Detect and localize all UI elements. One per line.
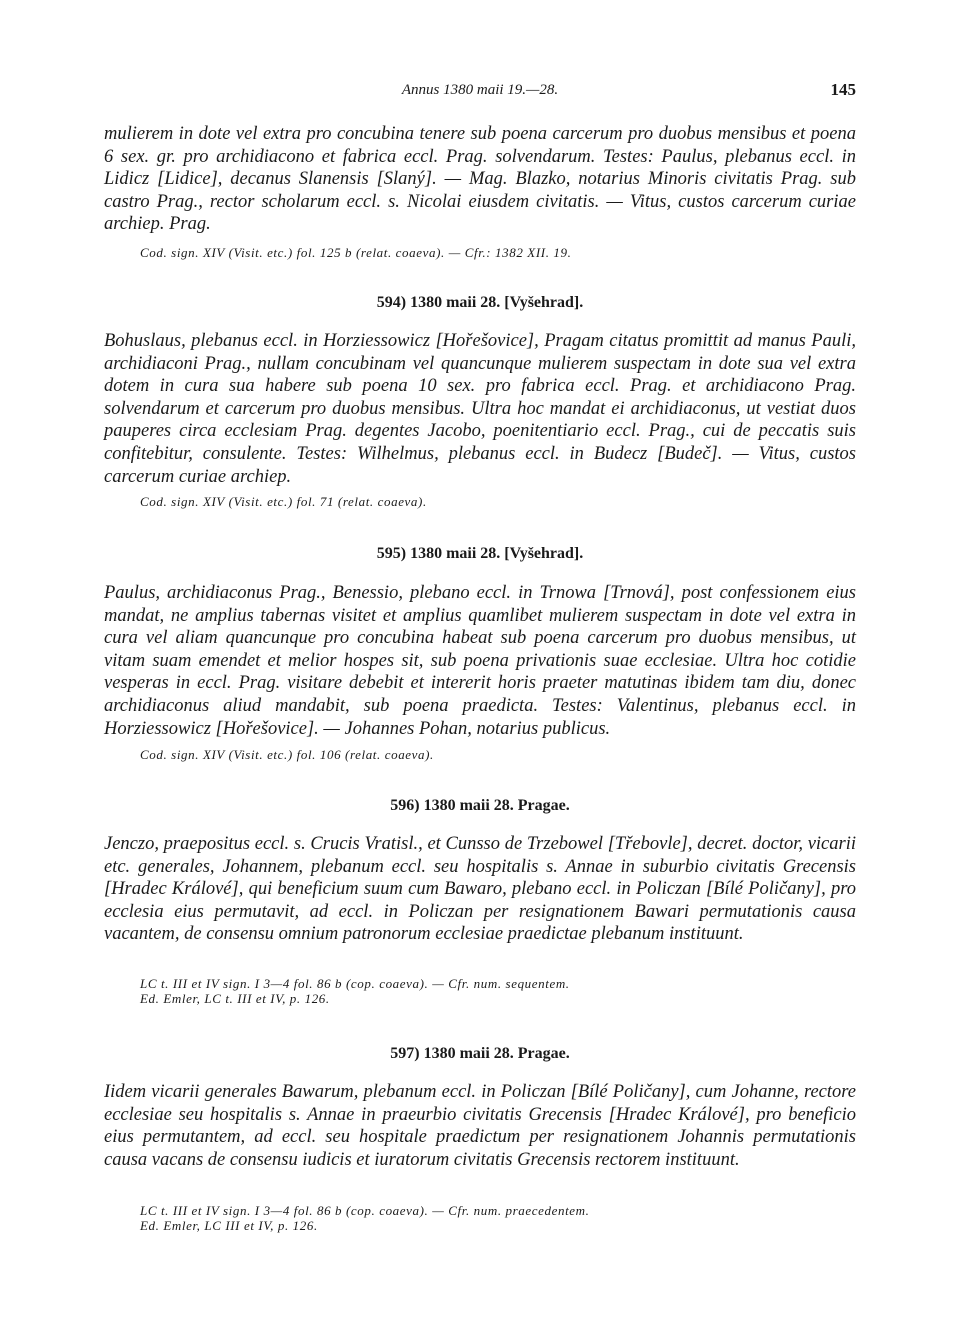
entry-text: Iidem vicarii generales Bawarum, plebanum eccl. in Policzan [Bílé Poličany], cum Johanne, rectore ecclesiae seu hospitalis s. Annae in praeurbio civitatis Grecensis [Hradec Králové], pro beneficio eius permutantem, ad eccl. seu hospitale praedictum per resignationem Johannis permutationis causa vacans de consensu iudicis et iuratorum civitatis Grecensis rectorem instituunt.: [104, 1082, 856, 1170]
entry-heading: 597) 1380 maii 28. Pragae.: [390, 1045, 570, 1062]
entry-text: Paulus, archidiaconus Prag., Benessio, plebano eccl. in Trnowa [Trnová], post confessionem eius mandat, ne amplius tabernas visitet et amplius quamlibet mulierem suspectam in dote vel extra in cura vel aliam quancunque pro concubina habeat sub poena carcerum pro duobus mensibus, ut vitam suam emendet et melior hospes sit, sub poena privationis suae ecclesiae. Ultra hoc cotidie vesperas in eccl. Prag. visitare debebit et intererit horis praeter matutinas ibidem tam diu, donec archidiaconus aliud mandabit, sub poena praedicta. Testes: Valentinus, plebanus eccl. in Horziessowicz [Hořešovice]. — Johannes Pohan, notarius publicus.: [104, 583, 856, 739]
entry-heading: 594) 1380 maii 28. [Vyšehrad].: [376, 294, 584, 311]
entry-text: Bohuslaus, plebanus eccl. in Horziessowicz [Hořešovice], Pragam citatus promittit ad manus Pauli, archidiaconi Prag., nullam concubinam vel quancunque mulierem suspectam in dote sua vel extra dotem in cura sua habere sub poena 10 sex. pro fabrica eccl. Prag. et archidiacono Prag. solvendarum et carcerum pro duobus mensibus. Ultra hoc mandat ei archidiaconus, ut vestiat duos pauperes circa ecclesiam Prag. degentes Jacobo, poenitentiario eccl. Prag., cui de peccatis suis confitebitur, consulente. Testes: Wilhelmus, plebanus eccl. in Budecz [Budeč]. — Vitus, custos carcerum curiae archiep.: [104, 331, 856, 487]
source-note: LC t. III et IV sign. I 3—4 fol. 86 b (cop. coaeva). — Cfr. num. sequentem. Ed. Emler, LC t. III et IV, p. 126.: [140, 976, 570, 1006]
entry-text: mulierem in dote vel extra pro concubina tenere sub poena carcerum pro duobus mensibus et poena 6 sex. gr. pro archidiacono et fabrica eccl. Prag. solvendarum. Testes: Paulus, plebanus eccl. in Lidicz [Lidice], decanus Slanensis [Slaný]. — Mag. Blazko, notarius Minoris civitatis Prag. sub castro Prag., rector scholarum eccl. s. Nicolai eiusdem civitatis. — Vitus, custos carcerum curiae archiep. Prag.: [104, 124, 856, 235]
entry-heading: 596) 1380 maii 28. Pragae.: [390, 797, 570, 814]
entry-heading: 595) 1380 maii 28. [Vyšehrad].: [376, 545, 584, 562]
entry-text: Jenczo, praepositus eccl. s. Crucis Vratisl., et Cunsso de Trzebowel [Třebovle], decret. doctor, vicarii etc. generales, Johannem, plebanum eccl. seu hospitalis s. Annae in suburbio civitatis Grecensis [Hradec Králové], qui beneficium suum cum Bawaro, plebano eccl. in Policzan [Bílé Poličany], pro ecclesia eius permutavit, ad eccl. in Policzan per resignationem Bawari permutationis causa vacantem, de consensu omnium patronorum ecclesiae praedictae plebanum instituunt.: [104, 834, 856, 945]
page-number: 145: [830, 80, 856, 99]
source-note: Cod. sign. XIV (Visit. etc.) fol. 125 b (relat. coaeva). — Cfr.: 1382 XII. 19.: [140, 245, 572, 260]
source-note: LC t. III et IV sign. I 3—4 fol. 86 b (cop. coaeva). — Cfr. num. praecedentem. Ed. Emler, LC III et IV, p. 126.: [140, 1203, 590, 1233]
source-note: Cod. sign. XIV (Visit. etc.) fol. 106 (relat. coaeva).: [140, 747, 434, 762]
source-note: Cod. sign. XIV (Visit. etc.) fol. 71 (relat. coaeva).: [140, 494, 427, 509]
running-title: Annus 1380 maii 19.—28.: [401, 82, 559, 98]
running-head: [104, 80, 856, 104]
